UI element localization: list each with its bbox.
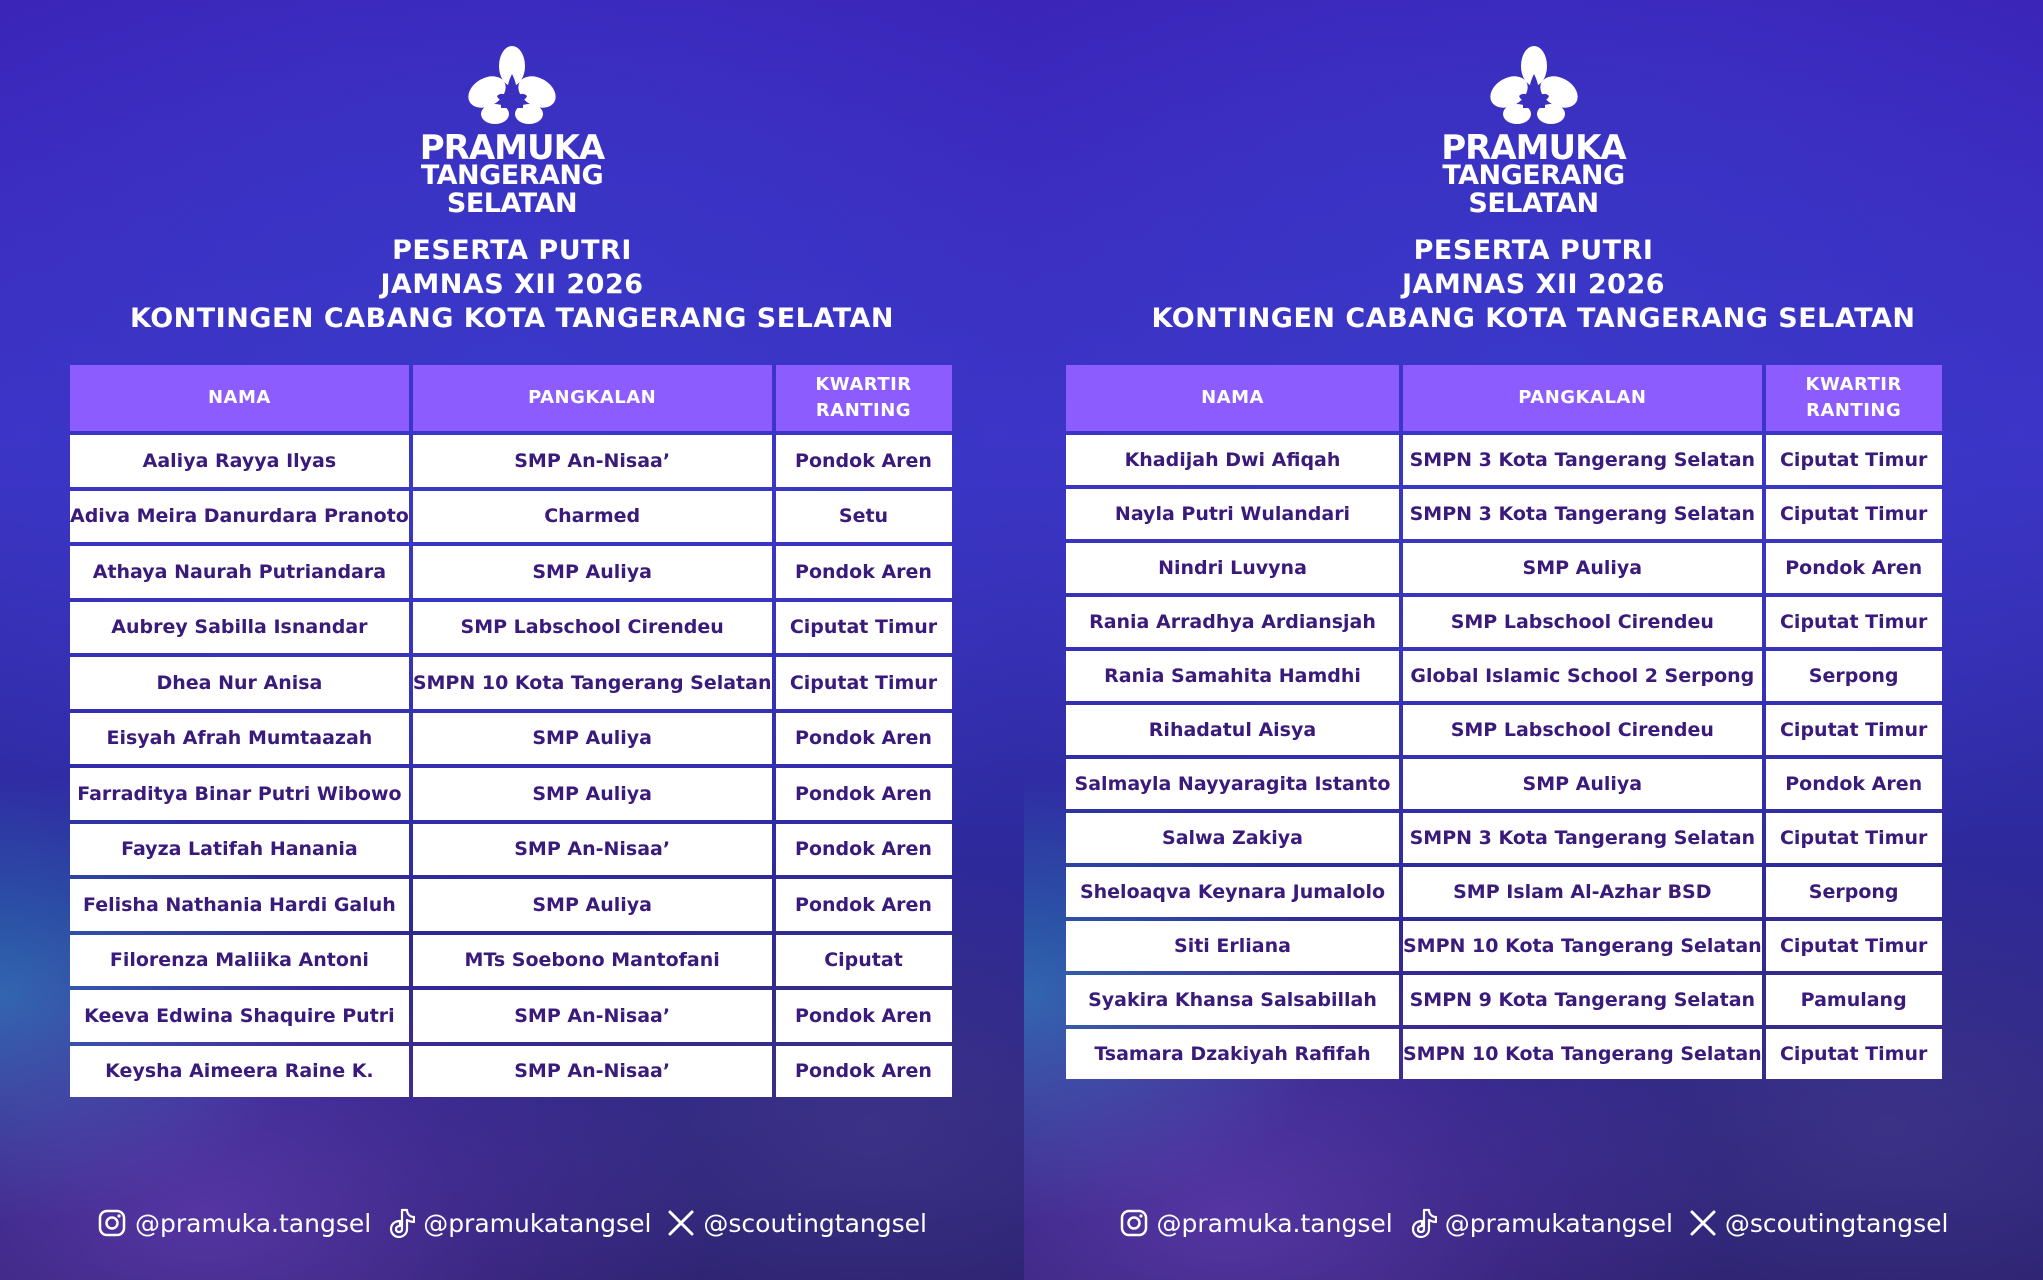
cell-nama: Filorenza Maliika Antoni bbox=[70, 935, 409, 987]
table-row bbox=[70, 713, 952, 765]
cell-kwartir-ranting: Ciputat Timur bbox=[776, 602, 952, 654]
cell-kwartir-ranting: Serpong bbox=[1766, 867, 1942, 917]
table-row bbox=[70, 879, 952, 931]
cell-pangkalan: SMP Auliya bbox=[413, 713, 772, 765]
cell-nama: Rania Samahita Hamdhi bbox=[1066, 651, 1399, 701]
cell-pangkalan: SMPN 10 Kota Tangerang Selatan bbox=[1403, 921, 1762, 971]
table-row bbox=[1066, 975, 1942, 1025]
header-kwartir-ranting bbox=[1766, 365, 1942, 431]
title-line-1: PESERTA PUTRI bbox=[1413, 235, 1654, 266]
logo-line-3: SELATAN bbox=[446, 188, 578, 219]
table-row bbox=[1066, 921, 1942, 971]
cell-nama: Eisyah Afrah Mumtaazah bbox=[70, 713, 409, 765]
page-title bbox=[1024, 234, 2043, 336]
cell-nama: Aaliya Rayya Ilyas bbox=[70, 435, 409, 487]
x-handle[interactable] bbox=[667, 1209, 927, 1238]
cell-kwartir-ranting: Ciputat Timur bbox=[776, 657, 952, 709]
cell-pangkalan: SMP An-Nisaa’ bbox=[413, 990, 772, 1042]
cell-nama: Syakira Khansa Salsabillah bbox=[1066, 975, 1399, 1025]
instagram-handle[interactable] bbox=[1119, 1208, 1393, 1238]
table-row bbox=[1066, 1029, 1942, 1079]
table-row bbox=[1066, 759, 1942, 809]
pramuka-logo bbox=[1024, 44, 2043, 218]
cell-pangkalan: SMP Auliya bbox=[413, 768, 772, 820]
table-row bbox=[1066, 597, 1942, 647]
x-handle[interactable] bbox=[1689, 1209, 1949, 1238]
cell-pangkalan: SMP Auliya bbox=[1403, 543, 1762, 593]
cell-kwartir-ranting: Ciputat Timur bbox=[1766, 1029, 1942, 1079]
logo-line-2: TANGERANG bbox=[1442, 160, 1625, 191]
cell-pangkalan: SMP An-Nisaa’ bbox=[413, 1046, 772, 1098]
cell-nama: Khadijah Dwi Afiqah bbox=[1066, 435, 1399, 485]
cell-nama: Keysha Aimeera Raine K. bbox=[70, 1046, 409, 1098]
table-row bbox=[70, 824, 952, 876]
table-row bbox=[70, 491, 952, 543]
social-footer bbox=[1024, 1208, 2043, 1238]
cell-nama: Fayza Latifah Hanania bbox=[70, 824, 409, 876]
cell-nama: Adiva Meira Danurdara Pranoto bbox=[70, 491, 409, 543]
cell-pangkalan: SMPN 3 Kota Tangerang Selatan bbox=[1403, 489, 1762, 539]
table-row bbox=[1066, 435, 1942, 485]
table-header-row bbox=[70, 365, 952, 431]
title-line-2: JAMNAS XII 2026 bbox=[380, 269, 644, 300]
cell-pangkalan: SMP Labschool Cirendeu bbox=[1403, 597, 1762, 647]
header-ranting: RANTING bbox=[1806, 400, 1902, 421]
cell-pangkalan: Charmed bbox=[413, 491, 772, 543]
cell-nama: Tsamara Dzakiyah Rafifah bbox=[1066, 1029, 1399, 1079]
cell-kwartir-ranting: Pondok Aren bbox=[776, 1046, 952, 1098]
scout-lily-icon bbox=[1479, 44, 1589, 134]
cell-nama: Salmayla Nayyaragita Istanto bbox=[1066, 759, 1399, 809]
cell-kwartir-ranting: Pondok Aren bbox=[776, 435, 952, 487]
instagram-icon bbox=[1119, 1208, 1149, 1238]
instagram-icon bbox=[97, 1208, 127, 1238]
header-kwartir: KWARTIR bbox=[1805, 374, 1902, 395]
cell-nama: Keeva Edwina Shaquire Putri bbox=[70, 990, 409, 1042]
table-row bbox=[70, 657, 952, 709]
page-title bbox=[0, 234, 1024, 336]
table-row bbox=[70, 1046, 952, 1098]
table-row bbox=[1066, 651, 1942, 701]
cell-nama: Rania Arradhya Ardiansjah bbox=[1066, 597, 1399, 647]
cell-kwartir-ranting: Pondok Aren bbox=[776, 824, 952, 876]
cell-pangkalan: SMP An-Nisaa’ bbox=[413, 435, 772, 487]
cell-kwartir-ranting: Ciputat Timur bbox=[1766, 813, 1942, 863]
cell-nama: Nayla Putri Wulandari bbox=[1066, 489, 1399, 539]
table-row bbox=[70, 602, 952, 654]
table-row bbox=[1066, 489, 1942, 539]
x-icon bbox=[667, 1209, 695, 1237]
title-line-3: KONTINGEN CABANG KOTA TANGERANG SELATAN bbox=[1151, 303, 1916, 334]
cell-kwartir-ranting: Ciputat Timur bbox=[1766, 597, 1942, 647]
table-row bbox=[70, 990, 952, 1042]
instagram-label: @pramuka.tangsel bbox=[135, 1208, 372, 1238]
x-icon bbox=[1689, 1209, 1717, 1237]
cell-kwartir-ranting: Pondok Aren bbox=[776, 768, 952, 820]
cell-nama: Rihadatul Aisya bbox=[1066, 705, 1399, 755]
cell-nama: Siti Erliana bbox=[1066, 921, 1399, 971]
cell-pangkalan: SMPN 10 Kota Tangerang Selatan bbox=[1403, 1029, 1762, 1079]
cell-pangkalan: SMP Auliya bbox=[413, 879, 772, 931]
tiktok-handle[interactable] bbox=[387, 1208, 651, 1238]
table-row bbox=[1066, 867, 1942, 917]
header-kwartir-ranting bbox=[776, 365, 952, 431]
cell-nama: Nindri Luvyna bbox=[1066, 543, 1399, 593]
cell-nama: Sheloaqva Keynara Jumalolo bbox=[1066, 867, 1399, 917]
cell-kwartir-ranting: Pamulang bbox=[1766, 975, 1942, 1025]
header-nama: NAMA bbox=[70, 365, 409, 431]
cell-pangkalan: SMP Islam Al-Azhar BSD bbox=[1403, 867, 1762, 917]
pramuka-logo bbox=[0, 44, 1024, 218]
header-pangkalan: PANGKALAN bbox=[413, 365, 772, 431]
x-label: @scoutingtangsel bbox=[703, 1208, 927, 1238]
tiktok-icon bbox=[387, 1208, 415, 1238]
tiktok-handle[interactable] bbox=[1409, 1208, 1673, 1238]
instagram-handle[interactable] bbox=[97, 1208, 371, 1238]
participant-table bbox=[66, 361, 956, 1101]
participant-table bbox=[1062, 361, 1946, 1083]
cell-kwartir-ranting: Ciputat Timur bbox=[1766, 489, 1942, 539]
table-row bbox=[70, 546, 952, 598]
cell-pangkalan: SMPN 10 Kota Tangerang Selatan bbox=[413, 657, 772, 709]
cell-kwartir-ranting: Pondok Aren bbox=[776, 990, 952, 1042]
table-header-row bbox=[1066, 365, 1942, 431]
logo-line-1: PRAMUKA bbox=[1441, 128, 1626, 168]
cell-nama: Farraditya Binar Putri Wibowo bbox=[70, 768, 409, 820]
header-pangkalan: PANGKALAN bbox=[1403, 365, 1762, 431]
cell-kwartir-ranting: Serpong bbox=[1766, 651, 1942, 701]
header-nama: NAMA bbox=[1066, 365, 1399, 431]
table-row bbox=[70, 935, 952, 987]
title-line-1: PESERTA PUTRI bbox=[392, 235, 632, 266]
title-line-3: KONTINGEN CABANG KOTA TANGERANG SELATAN bbox=[129, 303, 895, 334]
x-label: @scoutingtangsel bbox=[1724, 1208, 1949, 1238]
cell-nama: Dhea Nur Anisa bbox=[70, 657, 409, 709]
cell-nama: Aubrey Sabilla Isnandar bbox=[70, 602, 409, 654]
cell-pangkalan: SMP Auliya bbox=[1403, 759, 1762, 809]
cell-kwartir-ranting: Pondok Aren bbox=[776, 546, 952, 598]
cell-pangkalan: SMP Auliya bbox=[413, 546, 772, 598]
cell-pangkalan: SMP Labschool Cirendeu bbox=[1403, 705, 1762, 755]
cell-kwartir-ranting: Ciputat bbox=[776, 935, 952, 987]
logo-line-1: PRAMUKA bbox=[419, 128, 605, 168]
table-row bbox=[1066, 543, 1942, 593]
cell-kwartir-ranting: Ciputat Timur bbox=[1766, 705, 1942, 755]
tiktok-label: @pramukatangsel bbox=[423, 1208, 652, 1238]
tiktok-icon bbox=[1409, 1208, 1437, 1238]
cell-kwartir-ranting: Pondok Aren bbox=[1766, 759, 1942, 809]
header-kwartir: KWARTIR bbox=[815, 374, 912, 395]
cell-kwartir-ranting: Setu bbox=[776, 491, 952, 543]
scout-lily-icon bbox=[457, 44, 567, 134]
cell-kwartir-ranting: Ciputat Timur bbox=[1766, 921, 1942, 971]
cell-pangkalan: SMPN 3 Kota Tangerang Selatan bbox=[1403, 435, 1762, 485]
cell-pangkalan: SMPN 9 Kota Tangerang Selatan bbox=[1403, 975, 1762, 1025]
cell-kwartir-ranting: Pondok Aren bbox=[1766, 543, 1942, 593]
cell-kwartir-ranting: Pondok Aren bbox=[776, 879, 952, 931]
cell-nama: Felisha Nathania Hardi Galuh bbox=[70, 879, 409, 931]
table-row bbox=[70, 768, 952, 820]
table-row bbox=[1066, 813, 1942, 863]
header-ranting: RANTING bbox=[815, 400, 912, 421]
table-row bbox=[70, 435, 952, 487]
social-footer bbox=[0, 1208, 1024, 1238]
cell-pangkalan: Global Islamic School 2 Serpong bbox=[1403, 651, 1762, 701]
cell-nama: Salwa Zakiya bbox=[1066, 813, 1399, 863]
cell-pangkalan: SMP Labschool Cirendeu bbox=[413, 602, 772, 654]
cell-kwartir-ranting: Pondok Aren bbox=[776, 713, 952, 765]
instagram-label: @pramuka.tangsel bbox=[1156, 1208, 1393, 1238]
cell-pangkalan: SMPN 3 Kota Tangerang Selatan bbox=[1403, 813, 1762, 863]
cell-nama: Athaya Naurah Putriandara bbox=[70, 546, 409, 598]
cell-kwartir-ranting: Ciputat Timur bbox=[1766, 435, 1942, 485]
right-panel bbox=[1024, 0, 2043, 1280]
cell-pangkalan: SMP An-Nisaa’ bbox=[413, 824, 772, 876]
logo-line-3: SELATAN bbox=[1468, 188, 1599, 219]
title-line-2: JAMNAS XII 2026 bbox=[1401, 269, 1666, 300]
tiktok-label: @pramukatangsel bbox=[1444, 1208, 1673, 1238]
table-row bbox=[1066, 705, 1942, 755]
logo-line-2: TANGERANG bbox=[420, 160, 604, 191]
cell-pangkalan: MTs Soebono Mantofani bbox=[413, 935, 772, 987]
